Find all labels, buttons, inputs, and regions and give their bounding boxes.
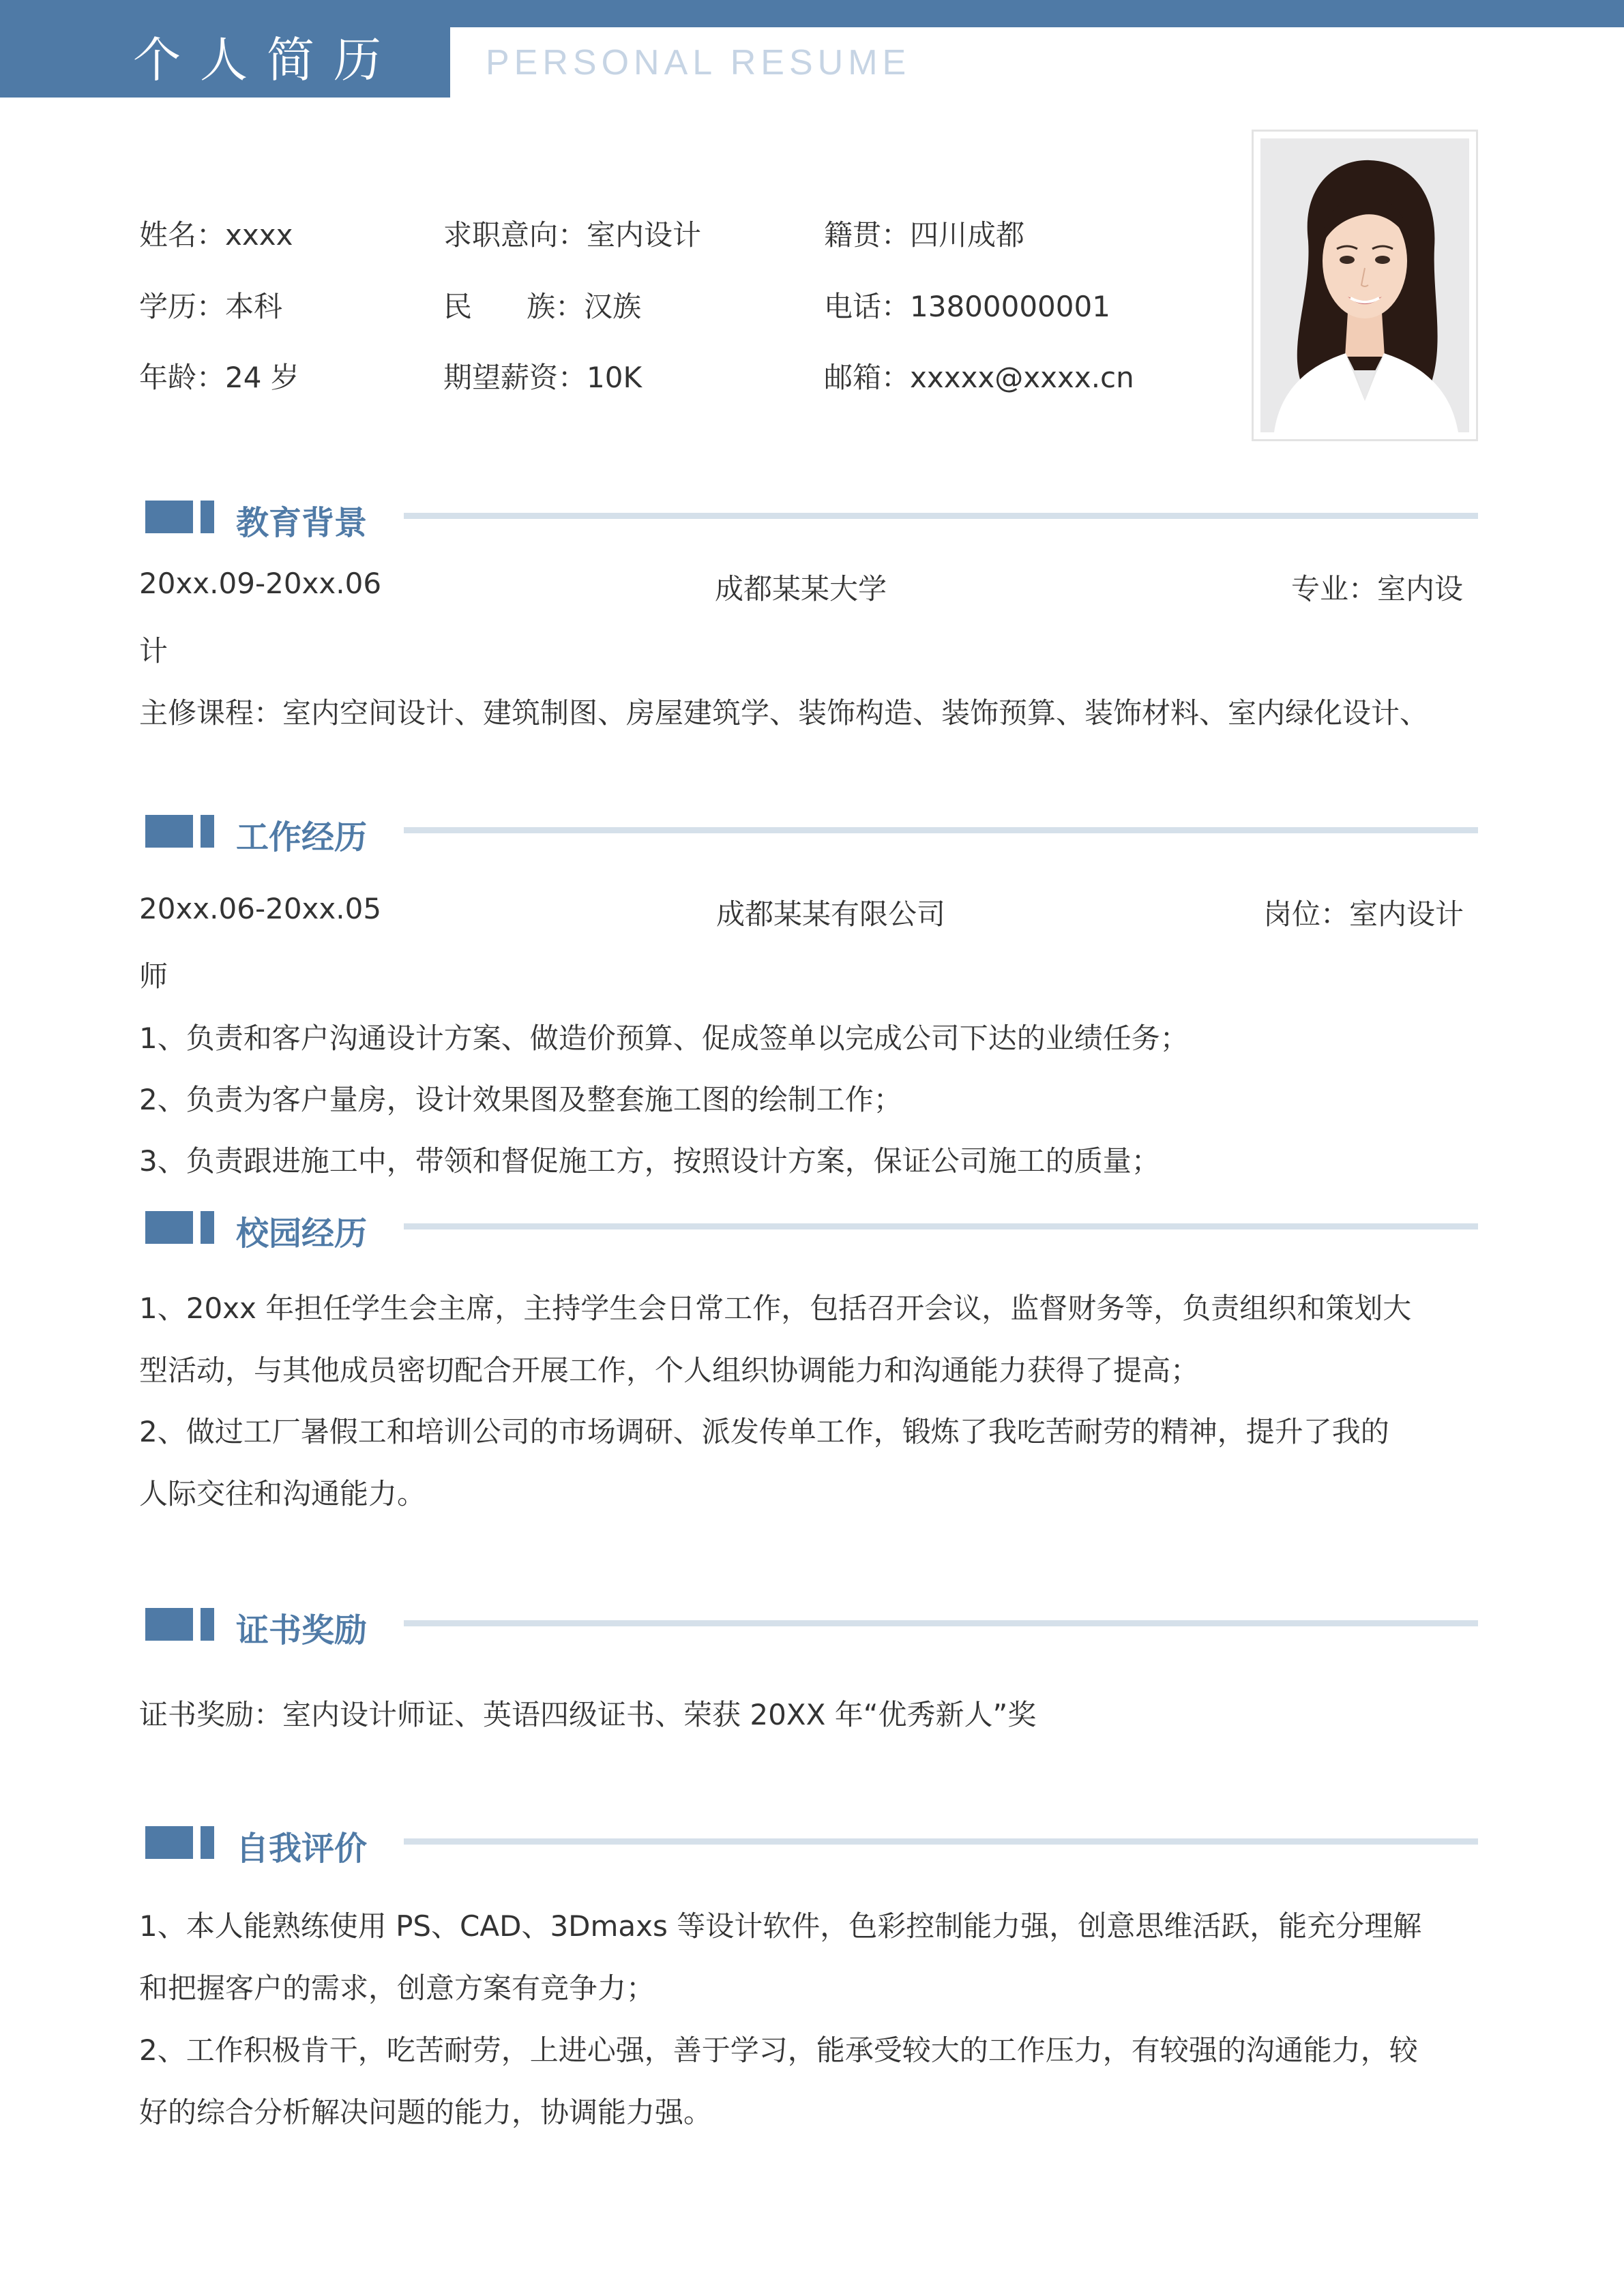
self-evaluation-line: 2、工作积极肯干，吃苦耐劳，上进心强，善于学习，能承受较大的工作压力，有较强的沟通能力，较: [139, 2033, 1418, 2067]
certificates-marker: [145, 1608, 193, 1641]
self-evaluation-marker-small: [201, 1826, 214, 1859]
self-evaluation-line: 好的综合分析解决问题的能力，协调能力强。: [139, 2096, 713, 2129]
education-period: 20xx.09-20xx.06: [139, 567, 382, 600]
info-ethnicity: 民 族：汉族: [443, 290, 642, 323]
campus-marker: [145, 1211, 193, 1244]
certificates-text: 证书奖励：室内设计师证、英语四级证书、荣获 20XX 年“优秀新人”奖: [139, 1698, 1037, 1731]
work-period: 20xx.06-20xx.05: [139, 892, 382, 925]
info-phone: 电话：13800000001: [824, 290, 1110, 323]
campus-line: 人际交往和沟通能力。: [139, 1477, 426, 1510]
campus-line: 型活动，与其他成员密切配合开展工作，个人组织协调能力和沟通能力获得了提高；: [139, 1354, 1200, 1387]
certificates-heading: 证书奖励: [236, 1611, 368, 1650]
campus-marker-small: [201, 1211, 214, 1244]
self-evaluation-heading: 自我评价: [236, 1830, 368, 1868]
education-courses: 主修课程：室内空间设计、建筑制图、房屋建筑学、装饰构造、装饰预算、装饰材料、室内绿化设计、: [139, 696, 1429, 730]
work-item-clipped: [139, 1135, 1299, 1178]
info-age: 年龄：24 岁: [139, 361, 299, 394]
info-job-intention: 求职意向：室内设计: [443, 218, 702, 252]
education-major: 专业：室内设: [1291, 572, 1464, 606]
self-evaluation-line: 1、本人能熟练使用 PS、CAD、3Dmaxs 等设计软件，色彩控制能力强，创意思维活跃，能充分理解: [139, 1909, 1422, 1943]
work-position: 岗位：室内设计: [1263, 897, 1464, 931]
education-major-wrap: 计: [139, 634, 168, 668]
campus-line: 2、做过工厂暑假工和培训公司的市场调研、派发传单工作，锻炼了我吃苦耐劳的精神，提升了我的: [139, 1415, 1389, 1448]
campus-line: 1、20xx 年担任学生会主席，主持学生会日常工作，包括召开会议，监督财务等，负责组织和策划大: [139, 1292, 1412, 1325]
info-hometown: 籍贯：四川成都: [824, 218, 1025, 252]
education-divider: [404, 513, 1478, 519]
work-item: 3、负责跟进施工中，带领和督促施工方，按照设计方案，保证公司施工的质量；: [139, 1144, 1160, 1178]
work-marker-small: [201, 815, 214, 848]
resume-title: 个人简历: [133, 32, 400, 88]
work-company: 成都某某有限公司: [716, 897, 946, 931]
work-position-wrap: 师: [139, 959, 168, 993]
work-item: 2、负责为客户量房，设计效果图及整套施工图的绘制工作；: [139, 1083, 902, 1116]
campus-heading: 校园经历: [236, 1214, 368, 1253]
certificates-divider: [404, 1620, 1478, 1626]
self-evaluation-divider: [404, 1838, 1478, 1845]
education-heading: 教育背景: [236, 504, 368, 542]
education-marker-small: [201, 501, 214, 533]
work-divider: [404, 827, 1478, 833]
profile-photo: [1252, 130, 1478, 441]
resume-subtitle: PERSONAL RESUME: [486, 43, 911, 83]
work-heading: 工作经历: [236, 818, 368, 856]
self-evaluation-line: 和把握客户的需求，创意方案有竞争力；: [139, 1971, 655, 2005]
info-education: 学历：本科: [139, 290, 283, 323]
self-evaluation-marker: [145, 1826, 193, 1859]
portrait-illustration: [1260, 138, 1469, 432]
education-school: 成都某某大学: [715, 572, 887, 606]
info-name: 姓名：xxxx: [139, 218, 293, 252]
info-email: 邮箱：xxxxx@xxxx.cn: [824, 361, 1134, 394]
certificates-marker-small: [201, 1608, 214, 1641]
info-salary: 期望薪资：10K: [443, 361, 642, 394]
campus-divider: [404, 1223, 1478, 1229]
work-marker: [145, 815, 193, 848]
education-marker: [145, 501, 193, 533]
work-item: 1、负责和客户沟通设计方案、做造价预算、促成签单以完成公司下达的业绩任务；: [139, 1022, 1189, 1055]
